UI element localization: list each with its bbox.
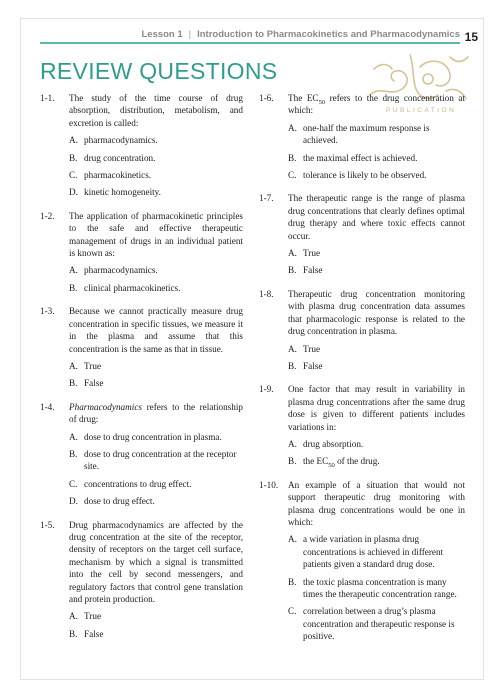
option-letter: C. [69, 478, 78, 489]
questions-column-left [40, 92, 243, 651]
option-text: False [303, 265, 323, 276]
header-separator: | [188, 28, 192, 40]
option-text: pharmacokinetics. [84, 170, 152, 181]
answer-option [288, 169, 465, 181]
question-1-10 [259, 479, 465, 643]
answer-option [288, 438, 465, 450]
answer-option [288, 343, 465, 355]
option-text: False [303, 360, 323, 371]
running-header [40, 24, 460, 44]
option-text: the maximal effect is achieved. [303, 152, 418, 163]
question-number: 1-5. [40, 519, 55, 530]
question-stem: Therapeutic drug concentration monitoring with plasma drug concentration data assumes that pharmacologic response is related to the drug concentration in plasma. [288, 288, 465, 337]
question-1-8 [259, 288, 465, 372]
question-stem: Because we cannot practically measure drug concentration in specific tissues, we measure it in the plasma and assume that this concentration is the same as that in tissue. [69, 306, 243, 354]
watermark-text: PUBLICATION [386, 107, 457, 114]
option-letter: B. [69, 152, 78, 163]
question-1-4 [40, 401, 243, 508]
option-text: tolerance is likely to be observed. [303, 170, 427, 181]
option-letter: B. [288, 152, 297, 163]
answer-option [69, 264, 243, 276]
answer-option [69, 360, 243, 372]
page-number: 15 [464, 30, 478, 44]
answer-option [69, 628, 243, 640]
question-1-1 [40, 92, 243, 199]
answer-option [69, 152, 243, 164]
option-text: correlation between a drug’s plasma concentration and therapeutic response is positive. [303, 606, 455, 642]
question-stem: An example of a situation that would not support therapeutic drug monitoring with plasma drug concentrations would be one in which: [288, 479, 465, 527]
question-stem: Drug pharmacodynamics are affected by the drug concentration at the site of the receptor, density of receptors on the target cell surface, mechanism by which a signal is transmitted into the cell by second messengers, and regulatory factors that control gene translation and protein production. [69, 519, 243, 604]
answer-option [69, 186, 243, 198]
option-letter: C. [288, 170, 297, 181]
question-stem: The study of the time course of drug absorption, distribution, metabolism, and excretion is called: [69, 93, 243, 128]
option-text: False [84, 378, 104, 389]
option-text: kinetic homogeneity. [84, 187, 161, 198]
answer-option [69, 431, 243, 443]
option-letter: B. [288, 360, 297, 371]
section-title: REVIEW QUESTIONS [40, 58, 278, 84]
option-text: drug concentration. [84, 152, 156, 163]
stem-text: The EC [288, 93, 319, 103]
header-rule [40, 42, 460, 44]
option-text: dose to drug concentration in plasma. [84, 431, 222, 442]
option-text: True [303, 248, 321, 259]
answer-option [288, 264, 465, 276]
option-letter: A. [288, 438, 297, 449]
question-1-3 [40, 305, 243, 389]
option-letter: A. [69, 360, 78, 371]
option-text: the toxic plasma concentration is many times the therapeutic concentration range. [303, 576, 457, 599]
option-letter: A. [288, 534, 297, 545]
question-stem [288, 92, 465, 117]
option-text: pharmacodynamics. [84, 265, 158, 276]
option-text: pharmacodynamics. [84, 135, 158, 146]
option-letter: D. [69, 187, 78, 198]
answer-option [288, 455, 465, 470]
answer-option [288, 533, 465, 570]
option-letter: B. [69, 282, 78, 293]
question-number: 1-6. [259, 93, 274, 103]
option-letter: C. [288, 606, 297, 617]
option-text-part: the EC [303, 456, 329, 467]
option-text-part: of the drug. [334, 456, 380, 467]
question-number: 1-4. [40, 401, 55, 412]
answer-option [69, 495, 243, 507]
option-letter: D. [69, 496, 78, 507]
option-letter: A. [288, 343, 297, 354]
answer-option [69, 134, 243, 146]
question-stem [69, 401, 243, 426]
question-number: 1-9. [259, 384, 274, 395]
option-text: clinical pharmacokinetics. [84, 282, 181, 293]
question-number: 1-8. [259, 288, 274, 299]
answer-option [69, 169, 243, 181]
question-number: 1-7. [259, 193, 274, 204]
option-letter: A. [288, 248, 297, 259]
option-text: a wide variation in plasma drug concentrations is achieved in different patients given a standard drug dose. [303, 534, 444, 570]
answer-option [69, 377, 243, 389]
question-number: 1-10. [259, 479, 279, 490]
option-text: one-half the maximum response is achieved. [303, 122, 430, 146]
answer-option [69, 610, 243, 622]
question-1-2 [40, 210, 243, 294]
answer-option [288, 576, 465, 601]
option-letter: B. [69, 628, 78, 639]
option-letter: B. [288, 576, 297, 587]
option-text: True [84, 360, 102, 371]
answer-option [69, 282, 243, 294]
question-stem: The therapeutic range is the range of plasma drug concentrations that clearly defines optimal drug therapy and where toxic effects cannot occur. [288, 193, 465, 241]
answer-option [288, 247, 465, 259]
subscript: 50 [328, 462, 335, 470]
answer-option [288, 605, 465, 642]
answer-option [288, 152, 465, 164]
lesson-label: Lesson 1 [141, 28, 183, 40]
option-text: concentrations to drug effect. [84, 478, 192, 489]
answer-option [69, 448, 243, 473]
option-letter: B. [288, 265, 297, 276]
option-letter: B. [69, 378, 78, 389]
option-text [303, 456, 380, 470]
option-letter: A. [69, 265, 78, 276]
subscript: 50 [318, 98, 326, 106]
option-text: True [303, 343, 321, 354]
answer-option [288, 360, 465, 372]
option-text: False [84, 628, 104, 639]
answer-option [69, 478, 243, 490]
question-stem: One factor that may result in variability in plasma drug concentrations after the same drug dose is given to different patients includes variations in: [288, 384, 465, 432]
option-letter: A. [69, 431, 78, 442]
question-1-5 [40, 519, 243, 641]
option-letter: A. [288, 122, 297, 133]
option-text: dose to drug effect. [84, 496, 155, 507]
question-1-6 [259, 92, 465, 181]
question-1-9 [259, 383, 465, 470]
question-number: 1-2. [40, 210, 55, 221]
stem-italic-term: Pharmacodynamics [69, 401, 142, 412]
stem-text: refers to the relationship of drug: [69, 401, 243, 425]
option-letter: B. [288, 456, 297, 467]
answer-option [288, 122, 465, 147]
stem-text: refers to the drug concentration at which: [288, 93, 465, 116]
option-text: dose to drug concentration at the receptor site. [84, 448, 237, 472]
option-letter: A. [69, 611, 78, 622]
option-letter: B. [69, 448, 78, 459]
option-letter: C. [69, 170, 78, 181]
option-letter: A. [69, 135, 78, 146]
questions-column-right [259, 92, 465, 654]
question-1-7 [259, 192, 465, 276]
chapter-title: Introduction to Pharmacokinetics and Pharmacodynamics [197, 28, 460, 40]
question-stem: The application of pharmacokinetic principles to the safe and effective therapeutic management of drugs in an individual patient is known as: [69, 210, 243, 259]
question-number: 1-3. [40, 306, 55, 317]
option-text: True [84, 611, 102, 622]
option-text: drug absorption. [303, 438, 364, 449]
question-number: 1-1. [40, 93, 55, 103]
